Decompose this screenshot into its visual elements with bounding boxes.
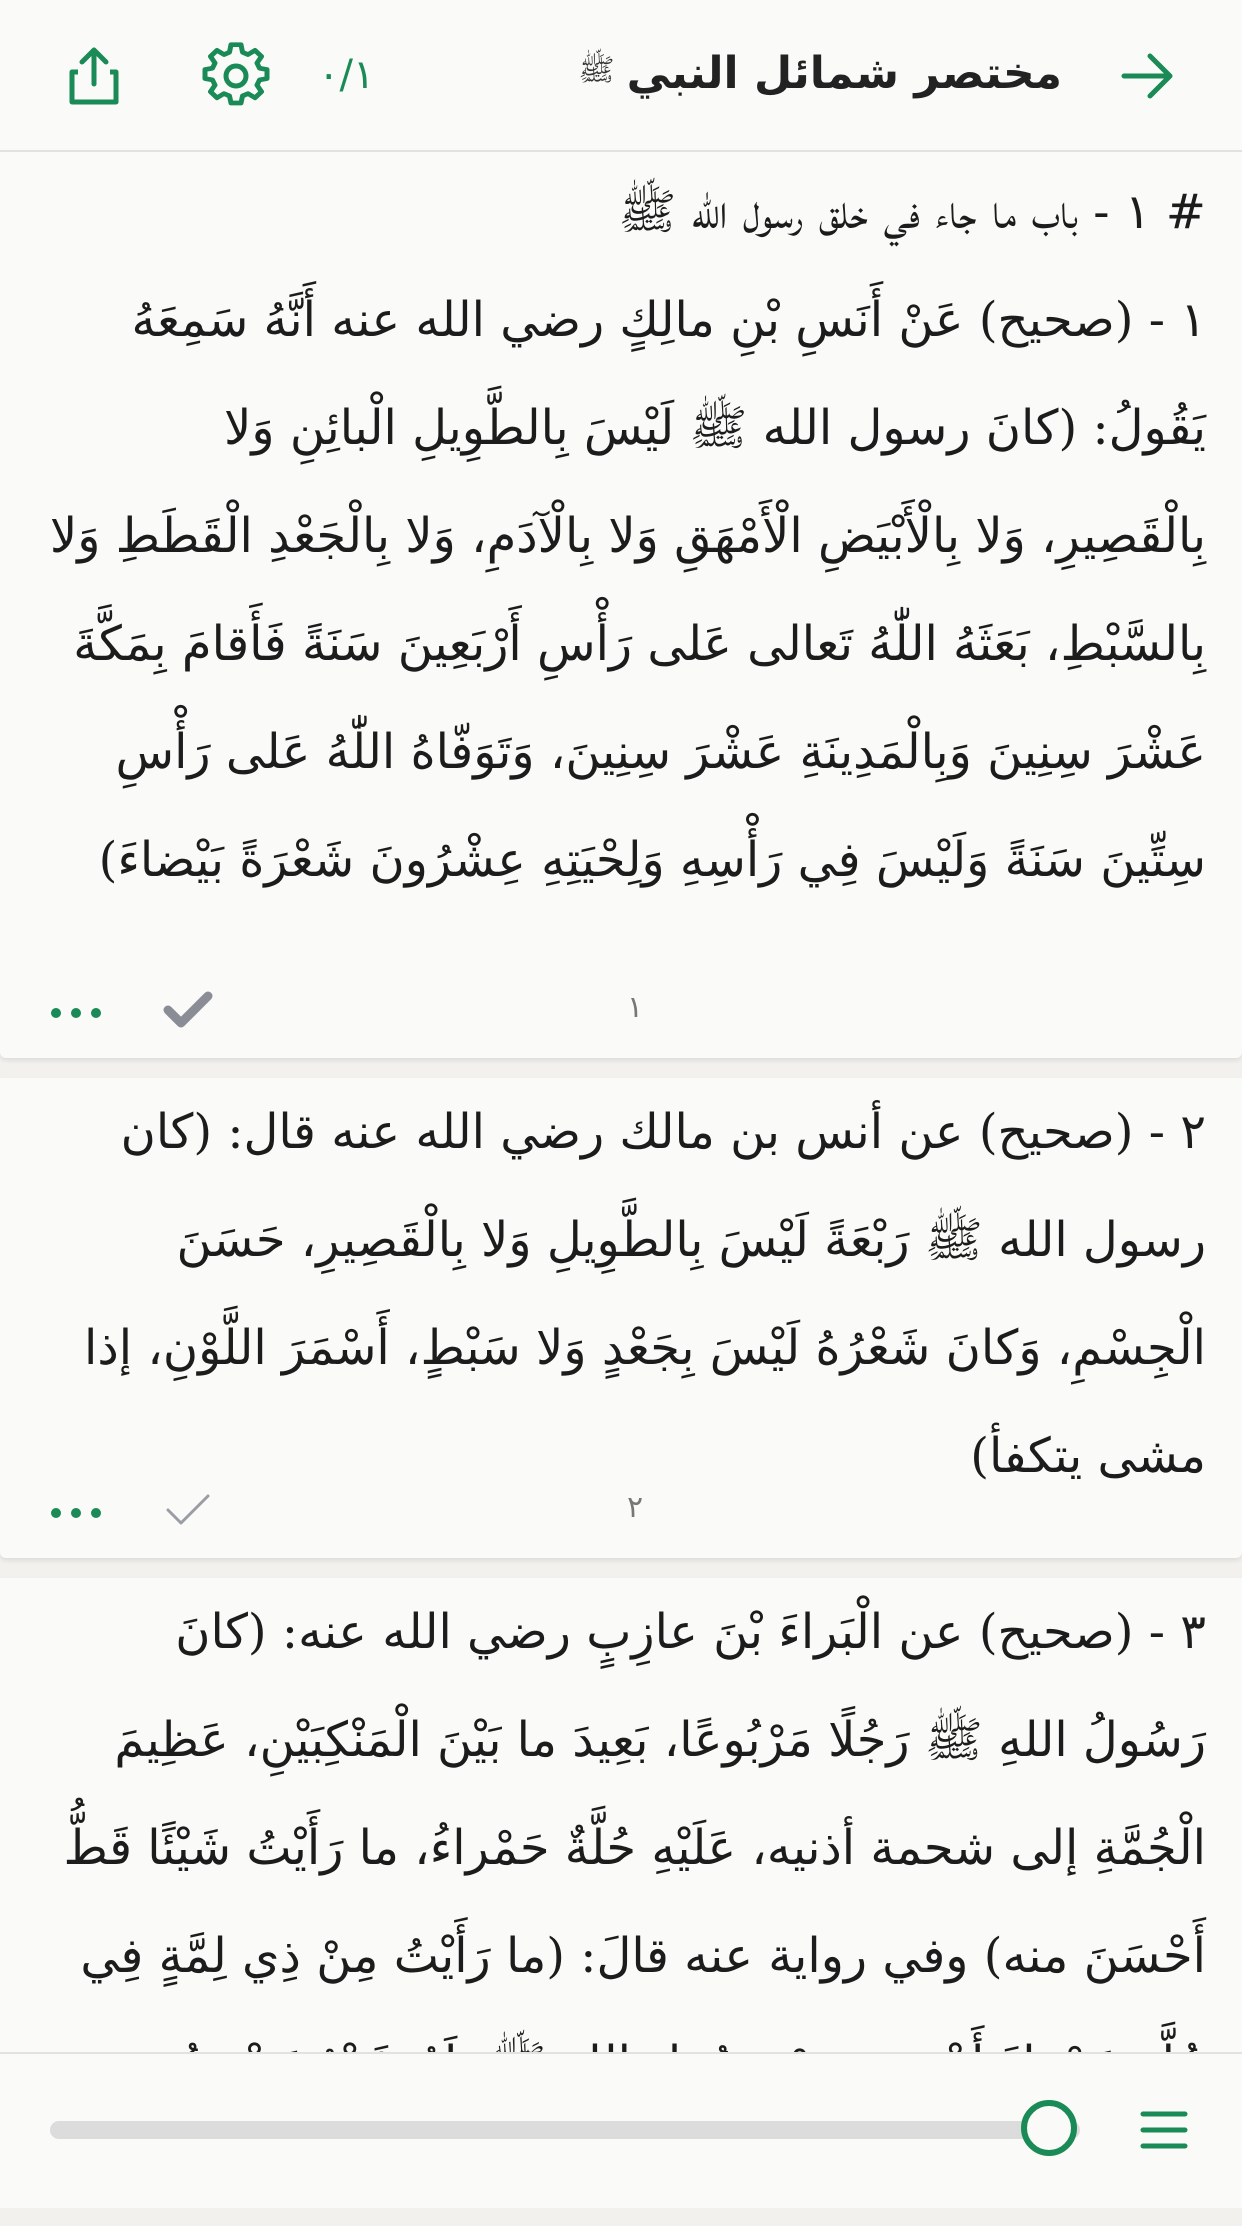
hadith-text: ٣ - (صحيح) عن الْبَراءَ بْنَ عازِبٍ رضي الله عنه: (كانَ رَسُولُ اللهِ ﷺ رَجُلًا مَرْبُوعًا، بَعِيدَ ما بَيْنَ الْمَنْكِبَيْنِ، عَظِيمَ الْجُمَّةِ إلى شحمة أذنيه، عَلَيْهِ حُلَّةٌ حَمْراءُ، ما رَأَيْتُ شَيْئًا قَطُّ أَحْسَنَ منه) وفي رواية عنه قالَ: (ما رَأَيْتُ مِنْ ذِي لِمَّةٍ فِي (63, 1604, 1206, 1984)
title-text: مختصر شمائل النبي (626, 47, 1062, 99)
hadith-card (0, 152, 1242, 1058)
card-footer (0, 1470, 1242, 1558)
hadith-number: ٢ (626, 1490, 644, 1525)
hadith-number: ١ (626, 990, 644, 1025)
page-title (578, 38, 1062, 108)
slider-thumb[interactable] (1021, 2100, 1077, 2156)
hadith-list[interactable] (0, 152, 1242, 2052)
top-app-bar (0, 0, 1242, 152)
bottom-bar (0, 2052, 1242, 2208)
read-checkmark-button[interactable] (160, 1482, 216, 1538)
settings-button[interactable] (196, 36, 276, 116)
honorific-text: ﷺ (578, 52, 615, 88)
chapter-heading: # ١ - باب ما جاء في خلق رسول الله ﷺ (618, 184, 1206, 240)
share-button[interactable] (54, 36, 134, 116)
list-menu-icon (1140, 2110, 1188, 2150)
arrow-right-icon (1120, 51, 1176, 101)
hadith-card (0, 1078, 1242, 1558)
read-checkmark-button[interactable] (160, 982, 216, 1038)
more-options-button[interactable] (44, 1488, 108, 1538)
check-filled-icon (164, 992, 212, 1028)
back-button[interactable] (1108, 36, 1188, 116)
check-outline-icon (164, 1492, 212, 1528)
more-options-button[interactable] (44, 988, 108, 1038)
share-icon (64, 44, 124, 108)
hadith-text: ١ - (صحيح) عَنْ أَنَسِ بْنِ مالِكٍ رضي الله عنه أَنَّهُ سَمِعَهُ يَقُولُ: (كانَ رسول الله ﷺ لَيْسَ بِالطَّوِيلِ الْبائِنِ وَلا بِالْقَصِيرِ، وَلا بِالْأَبْيَضِ الْأَمْهَقِ وَلا بِالْآدَمِ، وَلا بِالْجَعْدِ الْقَطَطِ وَلا بِالسَّبْطِ، بَعَثَهُ اللّٰهُ تَعالى عَلى رَأْسِ أَرْبَعِينَ سَنَةً فَأَقامَ بِمَكَّةَ عَشْرَ سِنِينَ وَبِالْمَدِينَةِ عَشْرَ سِنِينَ، وَتَوَفّاهُ اللّٰهُ عَلى رَأْسِ سِتِّينَ سَنَةً وَلَيْسَ فِي رَأْسِهِ وَلِحْيَتِهِ عِشْرُونَ شَعْرَةً بَيْضاءَ) (49, 292, 1206, 888)
gear-icon (204, 44, 268, 108)
hadith-text: ٢ - (صحيح) عن أنس بن مالك رضي الله عنه قال: (كان رسول الله ﷺ رَبْعَةً لَيْسَ بِالطَّوِيلِ وَلا بِالْقَصِيرِ، حَسَنَ الْجِسْمِ، وَكانَ شَعْرُهُ لَيْسَ بِجَعْدٍ وَلا سَبْطٍ، أَسْمَرَ اللَّوْنِ، إذا مشى يتكفأ) (84, 1104, 1206, 1484)
more-horizontal-icon (50, 1007, 102, 1019)
card-footer (0, 970, 1242, 1058)
menu-button[interactable] (1132, 2098, 1196, 2162)
more-horizontal-icon (50, 1507, 102, 1519)
page-indicator: ٠/١ (318, 52, 375, 98)
reading-progress-slider[interactable] (50, 2121, 1080, 2139)
